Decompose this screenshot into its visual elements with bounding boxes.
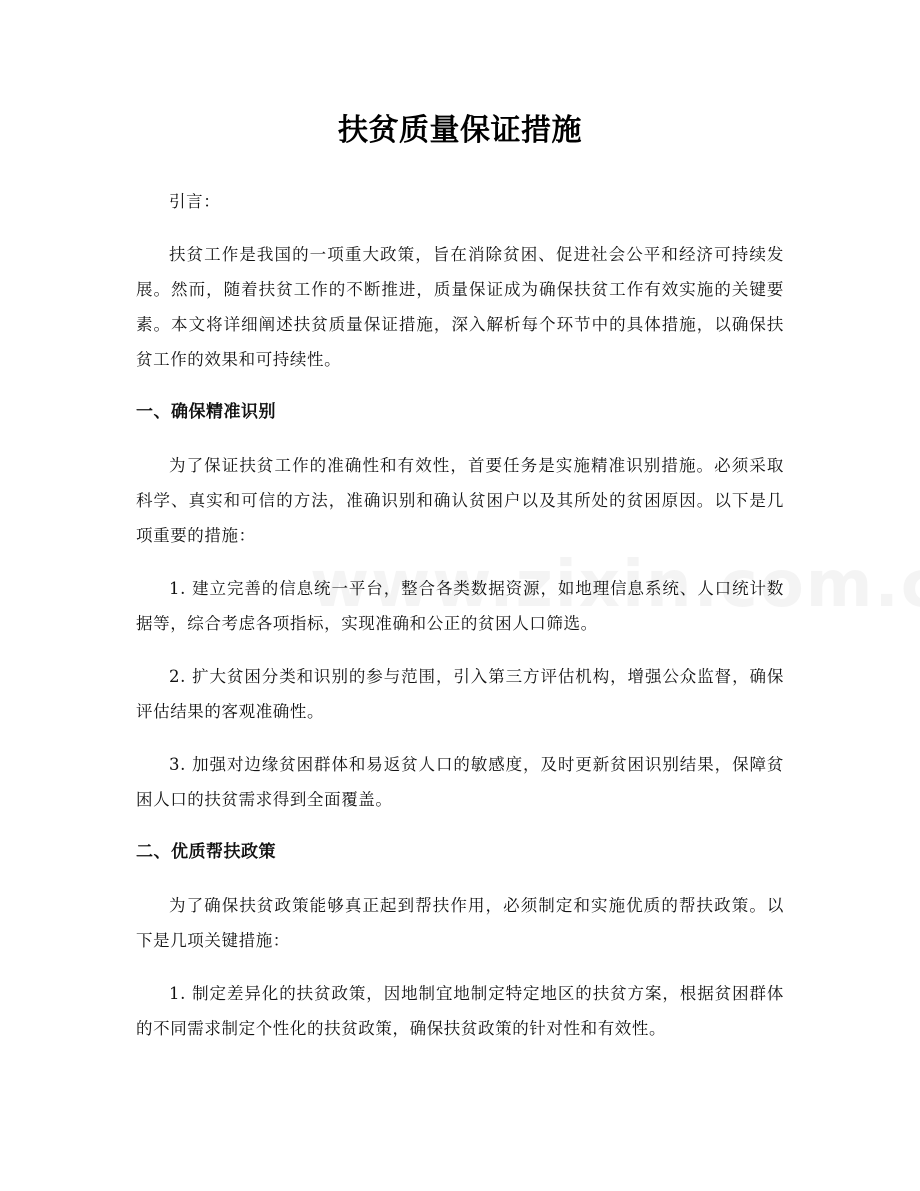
section-1-item-2: 2. 扩大贫困分类和识别的参与范围，引入第三方评估机构，增强公众监督，确保评估结果的客观准确性。: [136, 667, 784, 721]
section-1-item-1: 1. 建立完善的信息统一平台，整合各类数据资源，如地理信息系统、人口统计数据等，综合考虑各项指标，实现准确和公正的贫困人口筛选。: [136, 579, 784, 633]
document-body: [136, 184, 784, 1046]
intro-label: 引言：: [169, 192, 221, 211]
section-1-item-3: 3. 加强对边缘贫困群体和易返贫人口的敏感度，及时更新贫困识别结果，保障贫困人口的扶贫需求得到全面覆盖。: [136, 755, 784, 809]
section-2-item-1: 1. 制定差异化的扶贫政策，因地制宜地制定特定地区的扶贫方案，根据贫困群体的不同需求制定个性化的扶贫政策，确保扶贫政策的针对性和有效性。: [136, 984, 784, 1038]
section-heading-1: 一、确保精准识别: [136, 402, 276, 422]
intro-paragraph: 扶贫工作是我国的一项重大政策，旨在消除贫困、促进社会公平和经济可持续发展。然而，随着扶贫工作的不断推进，质量保证成为确保扶贫工作有效实施的关键要素。本文将详细阐述扶贫质量保证措施，深入解析每个环节中的具体措施，以确保扶贫工作的效果和可持续性。: [136, 245, 784, 369]
page-title: 扶贫质量保证措施: [338, 113, 582, 148]
section-heading-2: 二、优质帮扶政策: [136, 842, 276, 862]
section-2-intro: 为了确保扶贫政策能够真正起到帮扶作用，必须制定和实施优质的帮扶政策。以下是几项关键措施：: [136, 896, 784, 950]
section-1-intro: 为了保证扶贫工作的准确性和有效性，首要任务是实施精准识别措施。必须采取科学、真实和可信的方法，准确识别和确认贫困户以及其所处的贫困原因。以下是几项重要的措施：: [136, 456, 784, 545]
